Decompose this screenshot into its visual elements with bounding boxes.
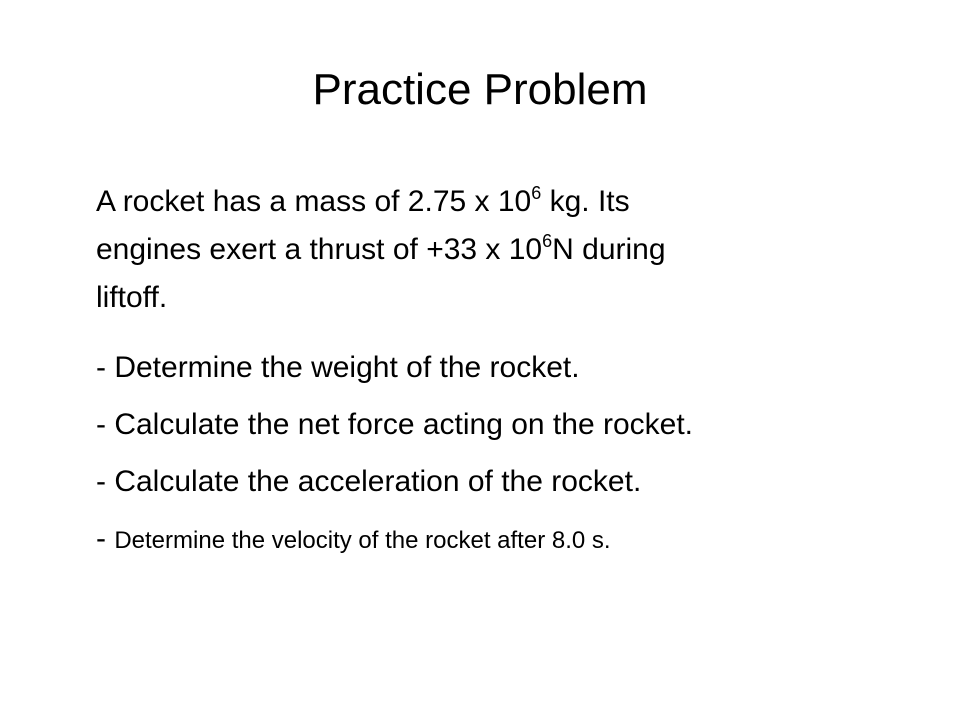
problem-line-1 xyxy=(96,178,896,226)
task-weight: - Determine the weight of the rocket. xyxy=(96,351,580,384)
task-velocity-text: Determine the velocity of the rocket after 8.0 s. xyxy=(114,527,611,554)
problem-statement xyxy=(96,178,896,322)
task-velocity xyxy=(96,519,896,561)
problem-line-2-end: N during xyxy=(552,233,666,266)
problem-line-1-text: A rocket has a mass of 2.75 x 10 xyxy=(96,185,532,218)
slide-title: Practice Problem xyxy=(312,65,648,114)
task-acceleration: - Calculate the acceleration of the rocket. xyxy=(96,465,642,498)
problem-line-2 xyxy=(96,226,896,274)
problem-line-2-text: engines exert a thrust of +33 x 10 xyxy=(96,233,543,266)
slide-body xyxy=(96,178,896,561)
exponent-thrust: 6 xyxy=(542,231,553,251)
problem-line-1-end: kg. Its xyxy=(541,185,630,218)
problem-line-3: liftoff. xyxy=(96,281,168,314)
task-net-force: - Calculate the net force acting on the rocket. xyxy=(96,408,693,441)
task-velocity-dash: - xyxy=(96,522,115,555)
exponent-mass: 6 xyxy=(531,183,542,203)
